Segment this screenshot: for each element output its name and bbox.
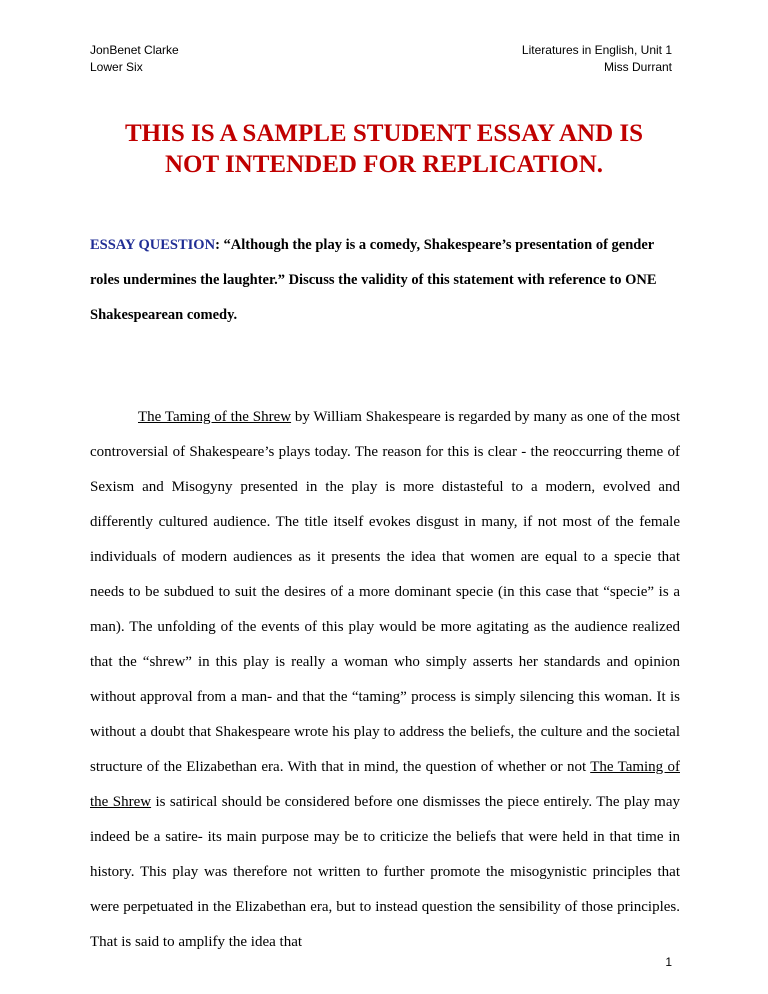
- disclaimer-heading: [80, 118, 688, 180]
- paragraph-segment: is satirical should be considered before one dismisses the piece entirely. The play may indeed be a satire- its main purpose may be to criticize the beliefs that were held in that time in history. This play was therefore not written to further promote the misogynistic principles that were perpetuated in the Elizabethan era, but to instead question the sensibility of those principles. That is said to amplify the idea that: [90, 794, 681, 950]
- author-name: JonBenet Clarke: [90, 43, 179, 57]
- header-left: [90, 42, 179, 76]
- header-right: [522, 42, 672, 76]
- class-level: Lower Six: [90, 60, 143, 74]
- page-number: 1: [665, 955, 672, 969]
- essay-question-text: : “Although the play is a comedy, Shakespeare’s presentation of gender roles undermines the laughter.” Discuss the validity of this statement with reference to ONE Shakespearean comedy.: [90, 237, 657, 323]
- play-title-ref: The Taming of the Shrew: [138, 409, 292, 425]
- teacher-name: Miss Durrant: [603, 60, 672, 74]
- essay-paragraph: [90, 400, 680, 960]
- essay-question-label: ESSAY QUESTION: [90, 237, 216, 253]
- disclaimer-line-1: THIS IS A SAMPLE STUDENT ESSAY AND IS: [124, 120, 644, 147]
- disclaimer-line-2: NOT INTENDED FOR REPLICATION.: [164, 151, 604, 178]
- essay-question: [90, 228, 680, 333]
- paragraph-segment: by William Shakespeare is regarded by many as one of the most controversial of Shakespeare’s plays today. The reason for this is clear - the reoccurring theme of Sexism and Misogyny presented in the play is more distasteful to a modern, evolved and differently cultured audience. The title itself evokes disgust in many, if not most of the female individuals of modern audiences as it presents the idea that women are equal to a specie that needs to be subdued to suit the desires of a more dominant specie (in this case that “specie” is a man). The unfolding of the events of this play would be more agitating as the audience realized that the “shrew” in this play is really a woman who simply asserts her standards and opinion without approval from a man- and that the “taming” process is simply silencing this woman. It is without a doubt that Shakespeare wrote his play to address the beliefs, the culture and the societal structure of the Elizabethan era. With that in mind, the question of whether or not: [90, 409, 680, 775]
- play-title-ref: The Taming of the Shrew: [90, 759, 680, 810]
- course-name: Literatures in English, Unit 1: [521, 43, 672, 57]
